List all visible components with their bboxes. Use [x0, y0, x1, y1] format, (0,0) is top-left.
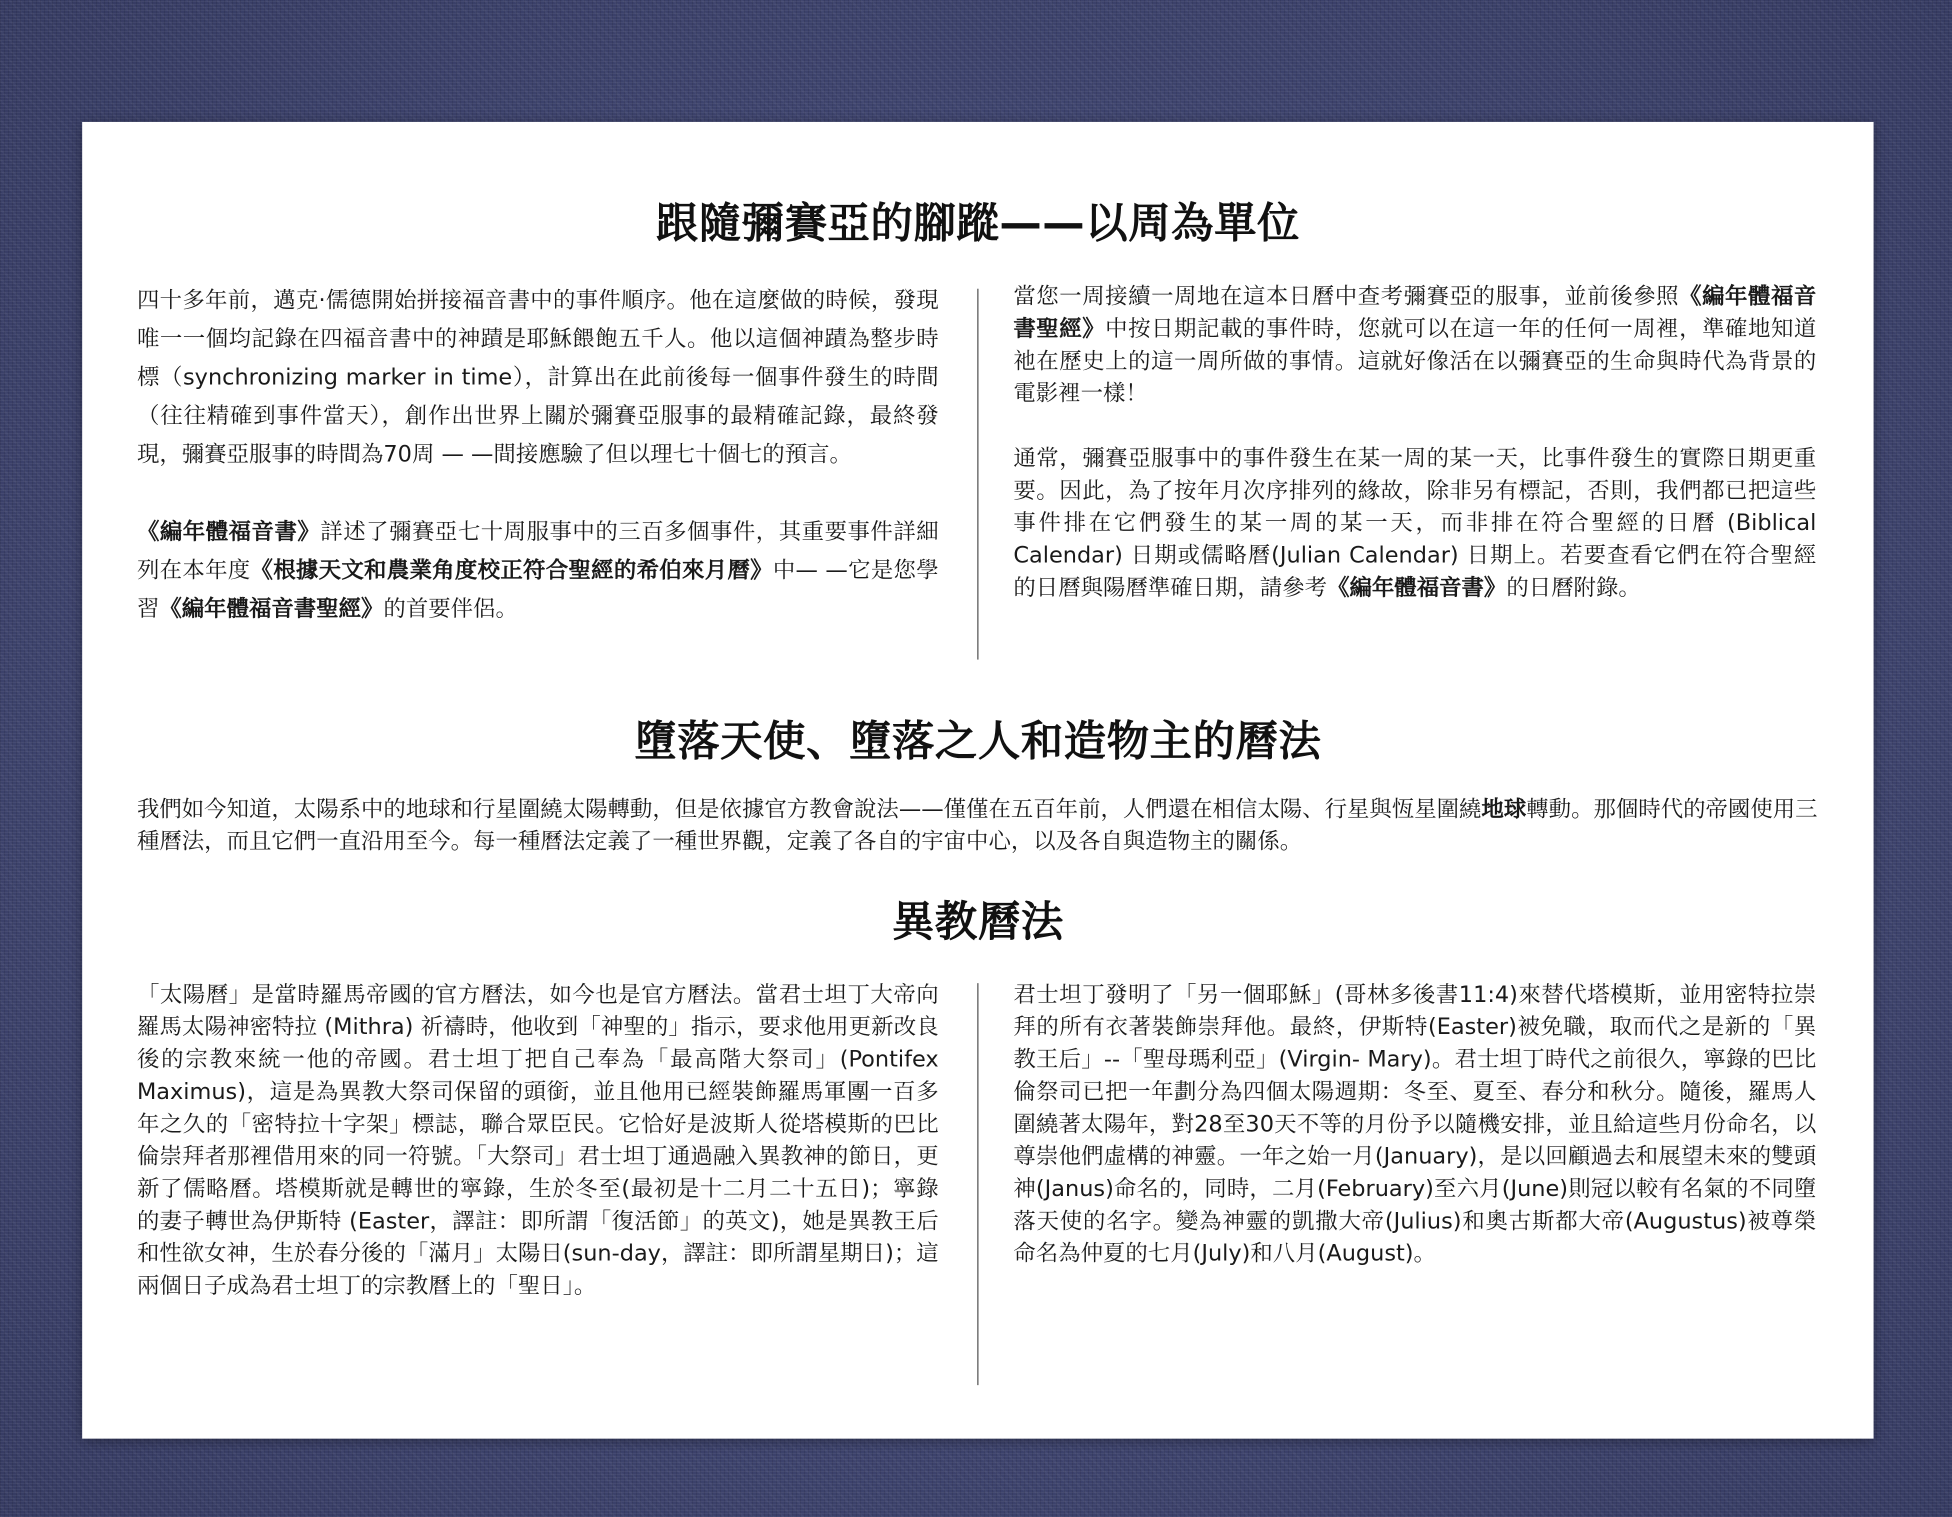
intro-right-text-segment: 當您一周接續一周地在這本日曆中查考彌賽亞的服事，並前後參照	[1013, 283, 1680, 310]
document-sheet	[82, 122, 1873, 1439]
pagan-left-paragraph: 「太陽曆」是當時羅馬帝國的官方曆法，如今也是官方曆法。當君士坦丁大帝向羅馬太陽神密特拉 (Mithra) 祈禱時，他收到「神聖的」指示，要求他用更新改良後的宗教來統一他的帝國。君士坦丁把自己奉為「最高階大祭司」(Pontifex Maximus)，這是為異教大祭司保留的頭銜，並且他用已經裝飾羅馬軍團一百多年之久的「密特拉十字架」標誌，聯合眾臣民。它恰好是波斯人從塔模斯的巴比倫崇拜者那裡借用來的同一符號。「大祭司」君士坦丁通過融入異教神的節日，更新了儒略曆。塔模斯就是轉世的寧錄，生於冬至(最初是十二月二十五日)；寧錄的妻子轉世為伊斯特 (Easter，譯註：即所謂「復活節」的英文)，她是異教王后和性欲女神，生於春分後的「滿月」太陽日(sun-day，譯註：即所謂星期日)；這兩個日子成為君士坦丁的宗教曆上的「聖日」。	[136, 981, 939, 1300]
pagan-calendar-title: 異教曆法	[891, 897, 1064, 948]
earth-emphasis: 地球	[1481, 796, 1527, 823]
intro-left-paragraph-1: 四十多年前，邁克·儒德開始拼接福音書中的事件順序。他在這麼做的時候，發現唯一一個均記錄在四福音書中的神蹟是耶穌餵飽五千人。他以這個神蹟為整步時標（synchronizing marker in time），計算出在此前後每一個事件發生的時間（往往精確到事件當天），創作出世界上關於彌賽亞服事的最精確記錄，最終發現，彌賽亞服事的時間為70周 — —間接應驗了但以理七十個七的預言。	[136, 287, 939, 468]
intro-right-paragraph-2	[1013, 443, 1816, 605]
fallen-calendars-title: 墮落天使、墮落之人和造物主的曆法	[634, 716, 1322, 767]
intro-right-paragraph-1	[1013, 281, 1816, 410]
book-title-hebrew-calendar: 《根據天文和農業角度校正符合聖經的希伯來月曆》	[250, 557, 773, 584]
book-title-chronological-gospels: 《編年體福音書》	[1327, 574, 1507, 602]
intro-left-column	[137, 281, 939, 628]
fallen-calendars-text	[137, 794, 1818, 859]
intro-right-text-segment: 的日曆附錄。	[1506, 574, 1641, 602]
intro-right-text-segment: 中按日期記載的事件時，您就可以在這一年的任何一周裡，準確地知道祂在歷史上的這一周所做的事情。這就好像活在以彌賽亞的生命與時代為背景的電影裡一樣！	[1013, 316, 1817, 407]
fallen-calendars-paragraph	[137, 794, 1818, 859]
pagan-right-paragraph: 君士坦丁發明了「另一個耶穌」(哥林多後書11:4)來替代塔模斯，並用密特拉崇拜的所有衣著裝飾崇拜他。最終，伊斯特(Easter)被免職，取而代之是新的「異教王后」--「聖母瑪利亞」(Virgin- Mary)。君士坦丁時代之前很久，寧錄的巴比倫祭司已把一年劃分為四個太陽週期：冬至、夏至、春分和秋分。隨後，羅馬人圍繞著太陽年，對28至30天不等的月份予以隨機安排，並且給這些月份命名，以尊崇他們虛構的神靈。一年之始一月(January)，是以回顧過去和展望未來的雙頭神(Janus)命名的，同時，二月(February)至六月(June)則冠以較有名氣的不同墮落天使的名字。變為神靈的凱撒大帝(Julius)和奧古斯都大帝(Augustus)被尊榮命名為仲夏的七月(July)和八月(August)。	[1013, 981, 1817, 1267]
intro-right-text-segment: 通常，彌賽亞服事中的事件發生在某一周的某一天，比事件發生的實際日期更重要。因此，為了按年月次序排列的緣故，除非另有標記，否則，我們都已把這些事件排在它們發生的某一周的某一天，而非排在符合聖經的日曆 (Biblical Calendar) 日期或儒略曆(Julian Calendar) 日期上。若要查看它們在符合聖經的日曆與陽曆準確日期，請參考	[1013, 445, 1817, 602]
intro-left-text-segment: 中— —它是您學習	[136, 557, 939, 623]
pagan-right-column	[1013, 979, 1816, 1270]
column-divider	[977, 983, 978, 1385]
book-title-chronological-gospels: 《編年體福音書》	[136, 518, 321, 546]
book-title-chronological-bible: 《編年體福音書聖經》	[159, 596, 384, 623]
fallen-text-segment: 我們如今知道，太陽系中的地球和行星圍繞太陽轉動，但是依據官方教會說法——僅僅在五百年前，人們還在相信太陽、行星與恆星圍繞	[136, 796, 1482, 823]
main-title: 跟隨彌賽亞的腳蹤——以周為單位	[655, 199, 1300, 249]
intro-left-text-segment: 的首要伴侶。	[383, 596, 518, 623]
intro-right-column	[1013, 281, 1816, 605]
fallen-text-segment: 轉動。那個時代的帝國使用三種曆法，而且它們一直沿用至今。每一種曆法定義了一種世界觀，定義了各自的宇宙中心，以及各自與造物主的關係。	[136, 796, 1818, 855]
intro-left-text-segment: 詳述了彌賽亞七十周服事中的三百多個事件，其重要事件詳細列在本年度	[136, 518, 939, 584]
pagan-left-column	[137, 979, 939, 1303]
intro-left-paragraph-2	[137, 513, 939, 629]
column-divider	[977, 289, 978, 660]
book-title-chronological-bible: 《編年體福音書聖經》	[1013, 283, 1817, 343]
